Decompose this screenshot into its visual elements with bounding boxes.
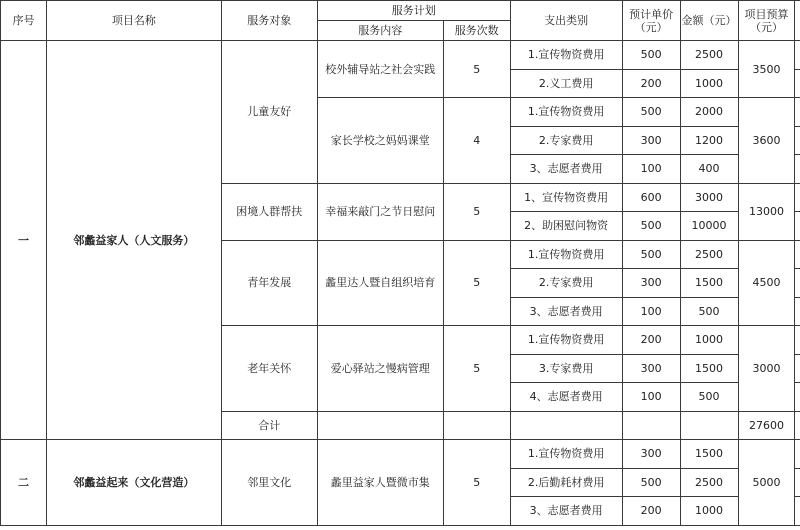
- amount[interactable]: 2000: [680, 98, 738, 127]
- cut-cell[interactable]: [795, 497, 800, 526]
- unit-price[interactable]: 600: [622, 183, 680, 212]
- header-service-content[interactable]: 服务内容: [317, 21, 443, 41]
- empty-cell[interactable]: [317, 411, 443, 440]
- unit-price[interactable]: 100: [622, 383, 680, 412]
- expense-type[interactable]: 1.宣传物资费用: [510, 98, 622, 127]
- unit-price[interactable]: 300: [622, 126, 680, 155]
- unit-price[interactable]: 500: [622, 98, 680, 127]
- amount[interactable]: 1500: [680, 269, 738, 298]
- header-project-name[interactable]: 项目名称: [46, 1, 221, 41]
- project-name[interactable]: 邻蠡益起来（文化营造）: [46, 440, 221, 526]
- amount[interactable]: 400: [680, 155, 738, 184]
- project-budget[interactable]: 4500: [738, 240, 795, 326]
- amount[interactable]: 1200: [680, 126, 738, 155]
- unit-price[interactable]: 300: [622, 354, 680, 383]
- header-amount[interactable]: 金额（元）: [680, 1, 738, 41]
- unit-price[interactable]: 300: [622, 440, 680, 469]
- unit-price[interactable]: 500: [622, 212, 680, 241]
- expense-type[interactable]: 3、志愿者费用: [510, 155, 622, 184]
- amount[interactable]: 1500: [680, 354, 738, 383]
- amount[interactable]: 1000: [680, 69, 738, 98]
- cut-cell[interactable]: [795, 69, 800, 98]
- expense-type[interactable]: 3.专家费用: [510, 354, 622, 383]
- unit-price[interactable]: 100: [622, 155, 680, 184]
- table-row: [1, 41, 800, 70]
- cut-cell[interactable]: [795, 354, 800, 383]
- project-name[interactable]: 邻蠡益家人（人文服务）: [46, 41, 221, 440]
- empty-cell[interactable]: [443, 411, 510, 440]
- amount[interactable]: 2500: [680, 240, 738, 269]
- project-budget[interactable]: 3500: [738, 41, 795, 98]
- cut-cell[interactable]: [795, 183, 800, 212]
- expense-type[interactable]: 2.专家费用: [510, 126, 622, 155]
- service-times[interactable]: 5: [443, 326, 510, 412]
- table-row: [1, 1, 800, 21]
- amount[interactable]: 1000: [680, 326, 738, 355]
- total-label[interactable]: 合计: [221, 411, 317, 440]
- table-row: [1, 440, 800, 469]
- service-times[interactable]: 5: [443, 183, 510, 240]
- project-budget[interactable]: 3000: [738, 326, 795, 412]
- expense-type[interactable]: 1.宣传物资费用: [510, 41, 622, 70]
- service-times[interactable]: 5: [443, 440, 510, 526]
- expense-type[interactable]: 1、宣传物资费用: [510, 183, 622, 212]
- service-content[interactable]: 校外辅导站之社会实践: [317, 41, 443, 98]
- header-service-target[interactable]: 服务对象: [221, 1, 317, 41]
- service-target[interactable]: 青年发展: [221, 240, 317, 326]
- service-content[interactable]: 幸福来敲门之节日慰问: [317, 183, 443, 240]
- service-target[interactable]: 邻里文化: [221, 440, 317, 526]
- expense-type[interactable]: 2.义工费用: [510, 69, 622, 98]
- unit-price[interactable]: 500: [622, 240, 680, 269]
- unit-price[interactable]: 500: [622, 41, 680, 70]
- expense-type[interactable]: 1.宣传物资费用: [510, 240, 622, 269]
- unit-price[interactable]: 200: [622, 69, 680, 98]
- header-unit-price[interactable]: 预计单价（元）: [622, 1, 680, 41]
- service-times[interactable]: 4: [443, 98, 510, 184]
- expense-type[interactable]: 2.后勤耗材费用: [510, 468, 622, 497]
- project-budget[interactable]: 3600: [738, 98, 795, 184]
- service-content[interactable]: 家长学校之妈妈课堂: [317, 98, 443, 184]
- expense-type[interactable]: 2.专家费用: [510, 269, 622, 298]
- empty-cell[interactable]: [622, 411, 680, 440]
- expense-type[interactable]: 1.宣传物资费用: [510, 326, 622, 355]
- service-target[interactable]: 儿童友好: [221, 41, 317, 184]
- cut-cell[interactable]: [795, 1, 800, 41]
- service-content[interactable]: 蠡里益家人暨微市集: [317, 440, 443, 526]
- service-content[interactable]: 蠡里达人暨自组织培育: [317, 240, 443, 326]
- cut-cell[interactable]: [795, 240, 800, 269]
- cut-cell[interactable]: [795, 297, 800, 326]
- service-target[interactable]: 老年关怀: [221, 326, 317, 412]
- amount[interactable]: 10000: [680, 212, 738, 241]
- amount[interactable]: 500: [680, 297, 738, 326]
- service-content[interactable]: 爱心驿站之慢病管理: [317, 326, 443, 412]
- expense-type[interactable]: 2、助困慰问物资: [510, 212, 622, 241]
- unit-price[interactable]: 200: [622, 497, 680, 526]
- service-target[interactable]: 困境人群帮扶: [221, 183, 317, 240]
- project-budget[interactable]: 13000: [738, 183, 795, 240]
- project-budget[interactable]: 5000: [738, 440, 795, 526]
- header-service-times[interactable]: 服务次数: [443, 21, 510, 41]
- cut-cell[interactable]: [795, 269, 800, 298]
- project-seq[interactable]: 一: [1, 41, 47, 440]
- unit-price[interactable]: 200: [622, 326, 680, 355]
- cut-cell[interactable]: [795, 212, 800, 241]
- cut-cell[interactable]: [795, 155, 800, 184]
- service-times[interactable]: 5: [443, 41, 510, 98]
- cut-cell[interactable]: [795, 41, 800, 70]
- header-seq[interactable]: 序号: [1, 1, 47, 41]
- service-times[interactable]: 5: [443, 240, 510, 326]
- expense-type[interactable]: 3、志愿者费用: [510, 497, 622, 526]
- amount[interactable]: 1500: [680, 440, 738, 469]
- total-budget[interactable]: 27600: [738, 411, 795, 440]
- header-service-plan[interactable]: 服务计划: [317, 1, 510, 21]
- cut-cell[interactable]: [795, 468, 800, 497]
- cut-cell[interactable]: [795, 411, 800, 440]
- amount[interactable]: 2500: [680, 468, 738, 497]
- cut-cell[interactable]: [795, 126, 800, 155]
- expense-type[interactable]: 4、志愿者费用: [510, 383, 622, 412]
- unit-price[interactable]: 100: [622, 297, 680, 326]
- expense-type[interactable]: 3、志愿者费用: [510, 297, 622, 326]
- amount[interactable]: 1000: [680, 497, 738, 526]
- header-budget[interactable]: 项目预算（元）: [738, 1, 795, 41]
- empty-cell[interactable]: [680, 411, 738, 440]
- cut-cell[interactable]: [795, 440, 800, 469]
- amount[interactable]: 2500: [680, 41, 738, 70]
- cut-cell[interactable]: [795, 326, 800, 355]
- unit-price[interactable]: 500: [622, 468, 680, 497]
- amount[interactable]: 3000: [680, 183, 738, 212]
- header-expense-type[interactable]: 支出类别: [510, 1, 622, 41]
- unit-price[interactable]: 300: [622, 269, 680, 298]
- project-seq[interactable]: 二: [1, 440, 47, 526]
- cut-cell[interactable]: [795, 98, 800, 127]
- cut-cell[interactable]: [795, 383, 800, 412]
- amount[interactable]: 500: [680, 383, 738, 412]
- empty-cell[interactable]: [510, 411, 622, 440]
- expense-type[interactable]: 1.宣传物资费用: [510, 440, 622, 469]
